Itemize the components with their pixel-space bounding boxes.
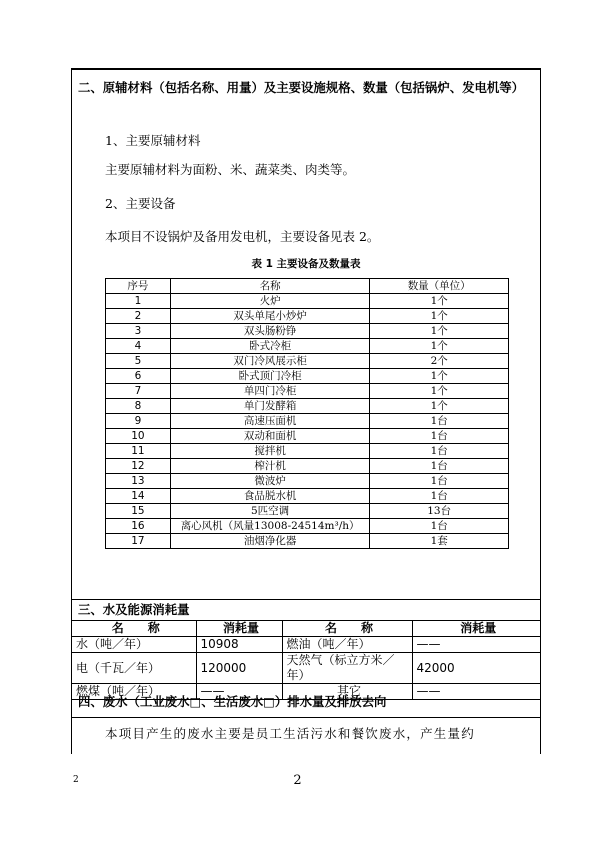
section3-title: 三、水及能源消耗量 xyxy=(78,602,190,617)
table-cell: 双门冷风展示柜 xyxy=(170,354,370,369)
table-row xyxy=(106,354,509,369)
table-cell: 卧式冷柜 xyxy=(170,339,370,354)
table-header-row xyxy=(106,279,509,294)
table-cell: 搅拌机 xyxy=(170,444,370,459)
table-cell: 双头肠粉铮 xyxy=(170,324,370,339)
table-cell: 高速压面机 xyxy=(170,414,370,429)
table-row xyxy=(106,399,509,414)
document-frame xyxy=(71,68,541,754)
table-cell: 5匹空调 xyxy=(170,504,370,519)
table-cell: 11 xyxy=(106,444,171,459)
table-cell: 1台 xyxy=(370,429,509,444)
table-row xyxy=(106,534,509,549)
table-cell: 1台 xyxy=(370,414,509,429)
section2-para1: 主要原辅材料为面粉、米、蔬菜类、肉类等。 xyxy=(105,162,356,177)
table-cell: 食品脱水机 xyxy=(170,489,370,504)
table-cell: 单四门冷柜 xyxy=(170,384,370,399)
table-row xyxy=(72,653,540,684)
equipment-table-caption: 表 1 主要设备及数量表 xyxy=(251,258,361,270)
table-cell: 燃油（吨／年） xyxy=(282,637,412,653)
equipment-table xyxy=(105,278,509,549)
table-row xyxy=(106,489,509,504)
table-row xyxy=(106,414,509,429)
table-cell: 1台 xyxy=(370,489,509,504)
table-header-cell: 消耗量 xyxy=(196,621,282,637)
table-row xyxy=(106,444,509,459)
table-cell: 1个 xyxy=(370,339,509,354)
table-cell: 1台 xyxy=(370,474,509,489)
table-cell: 1台 xyxy=(370,459,509,474)
table-cell: 1套 xyxy=(370,534,509,549)
table-cell: 120000 xyxy=(196,653,282,684)
section4-para1: 本项目产生的废水主要是员工生活污水和餐饮废水，产生量约 xyxy=(105,726,475,741)
table-header-cell: 序号 xyxy=(106,279,171,294)
table-row xyxy=(106,519,509,534)
table-header-row xyxy=(72,621,540,637)
table-cell: 卧式顶门冷柜 xyxy=(170,369,370,384)
table-cell: 1个 xyxy=(370,324,509,339)
table-cell: 9 xyxy=(106,414,171,429)
page-number: 2 xyxy=(293,773,302,788)
table-cell: 榨汁机 xyxy=(170,459,370,474)
section2-sub1: 1、主要原辅材料 xyxy=(105,133,201,148)
table-cell: 7 xyxy=(106,384,171,399)
table-cell: —— xyxy=(412,637,540,653)
table-cell: 1个 xyxy=(370,384,509,399)
table-cell: 离心风机（风量13008-24514m³/h） xyxy=(170,519,370,534)
table-cell: 2个 xyxy=(370,354,509,369)
table-cell: 42000 xyxy=(412,653,540,684)
table-row xyxy=(106,294,509,309)
table-cell: 1个 xyxy=(370,309,509,324)
table-cell: 双动和面机 xyxy=(170,429,370,444)
table-cell: 水（吨／年） xyxy=(72,637,196,653)
table-row xyxy=(106,324,509,339)
table-row xyxy=(72,637,540,653)
table-header-cell: 名 称 xyxy=(72,621,196,637)
table-cell: 10 xyxy=(106,429,171,444)
table-cell: 8 xyxy=(106,399,171,414)
energy-table xyxy=(72,621,540,700)
table-cell: 13 xyxy=(106,474,171,489)
table-cell: 油烟净化器 xyxy=(170,534,370,549)
table-row xyxy=(106,474,509,489)
table-row xyxy=(106,429,509,444)
table-cell: 6 xyxy=(106,369,171,384)
table-row xyxy=(106,504,509,519)
table-cell: 其它 xyxy=(282,684,412,700)
table-cell: 天然气（标立方米／年） xyxy=(282,653,412,684)
table-cell: 火炉 xyxy=(170,294,370,309)
section2-title: 二、原辅材料（包括名称、用量）及主要设施规格、数量（包括锅炉、发电机等） xyxy=(78,80,525,95)
table-cell: 1个 xyxy=(370,399,509,414)
table-header-cell: 名 称 xyxy=(282,621,412,637)
footer-mark: 2 xyxy=(73,775,79,785)
table-header-cell: 名称 xyxy=(170,279,370,294)
table-row xyxy=(106,459,509,474)
table-cell: 10908 xyxy=(196,637,282,653)
table-cell: 2 xyxy=(106,309,171,324)
table-cell: 17 xyxy=(106,534,171,549)
table-header-cell: 消耗量 xyxy=(412,621,540,637)
table-row xyxy=(106,339,509,354)
table-row xyxy=(106,309,509,324)
section4-title: 四、废水（工业废水□、生活废水□）排水量及排放去向 xyxy=(78,694,387,709)
section2-para2: 本项目不设锅炉及备用发电机，主要设备见表 2。 xyxy=(105,229,380,244)
table-cell: 3 xyxy=(106,324,171,339)
table-row xyxy=(106,369,509,384)
divider xyxy=(72,69,540,70)
table-cell: —— xyxy=(196,684,282,700)
section2-sub2: 2、主要设备 xyxy=(105,196,176,211)
table-cell: 1台 xyxy=(370,444,509,459)
table-cell: 双头单尾小炒炉 xyxy=(170,309,370,324)
table-cell: 燃煤（吨／年） xyxy=(72,684,196,700)
table-cell: 5 xyxy=(106,354,171,369)
table-cell: 1个 xyxy=(370,369,509,384)
table-cell: 1 xyxy=(106,294,171,309)
table-cell: 16 xyxy=(106,519,171,534)
table-cell: 14 xyxy=(106,489,171,504)
table-cell: 微波炉 xyxy=(170,474,370,489)
divider xyxy=(72,717,540,718)
table-cell: 13台 xyxy=(370,504,509,519)
table-cell: 15 xyxy=(106,504,171,519)
table-row xyxy=(106,384,509,399)
table-cell: 单门发酵箱 xyxy=(170,399,370,414)
table-cell: 1台 xyxy=(370,519,509,534)
table-cell: 12 xyxy=(106,459,171,474)
table-cell: —— xyxy=(412,684,540,700)
table-header-cell: 数量（单位） xyxy=(370,279,509,294)
table-cell: 4 xyxy=(106,339,171,354)
table-cell: 1个 xyxy=(370,294,509,309)
table-cell: 电（千瓦／年） xyxy=(72,653,196,684)
